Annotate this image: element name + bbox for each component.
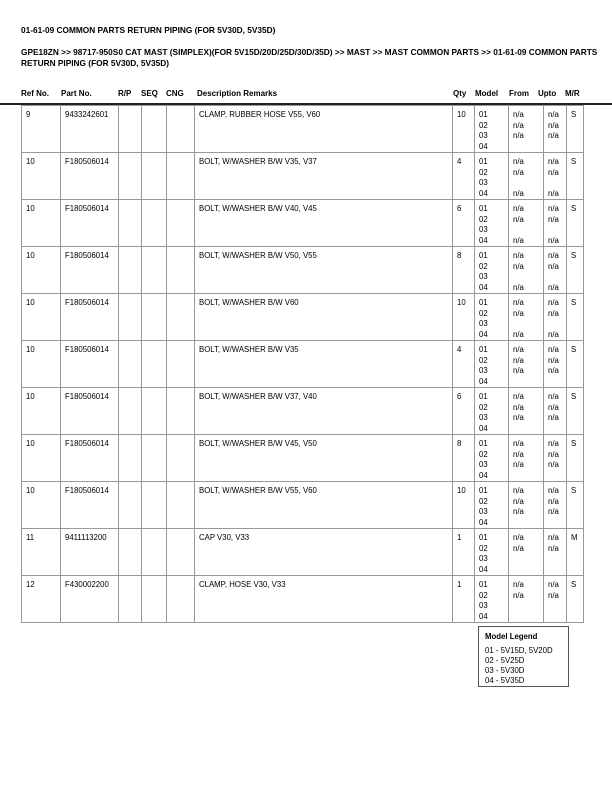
mr: S	[567, 482, 584, 529]
from-value: n/a	[513, 110, 524, 119]
table-row	[22, 200, 584, 247]
qty: 8	[453, 435, 475, 482]
upto-value: n/a	[548, 214, 559, 224]
description: BOLT, W/WASHER B/W V40, V45	[195, 200, 453, 247]
models-value: 01	[479, 439, 488, 448]
models-value: 03	[479, 178, 488, 187]
from-cell	[509, 341, 544, 388]
models-value: 03	[479, 601, 488, 610]
upto-value: n/a	[548, 439, 559, 448]
upto-value	[548, 601, 563, 612]
rp	[119, 200, 142, 247]
models-value: 01	[479, 345, 488, 354]
models-value: 03	[479, 366, 488, 375]
upto-value: n/a	[548, 235, 559, 245]
models-cell	[475, 388, 509, 435]
from-value: n/a	[513, 345, 524, 354]
mr: S	[567, 106, 584, 153]
models-value: 03	[479, 131, 488, 140]
models-value: 01	[479, 392, 488, 401]
rp	[119, 106, 142, 153]
legend-item: 04 - 5V35D	[485, 676, 525, 685]
ref-no: 9	[22, 106, 61, 153]
models-value: 03	[479, 507, 488, 516]
upto-value: n/a	[548, 590, 559, 600]
table-row	[22, 106, 584, 153]
part-no: F180506014	[61, 247, 119, 294]
upto-value: n/a	[548, 282, 559, 292]
upto-value: n/a	[548, 355, 559, 365]
from-value: n/a	[513, 486, 524, 495]
cng	[167, 435, 195, 482]
rp	[119, 153, 142, 200]
from-value: n/a	[513, 261, 524, 271]
from-cell	[509, 576, 544, 623]
from-value: n/a	[513, 157, 524, 166]
cng	[167, 576, 195, 623]
legend-title: Model Legend	[485, 632, 538, 641]
upto-value	[548, 272, 563, 283]
from-value: n/a	[513, 460, 524, 469]
models-value: 04	[479, 564, 488, 574]
models-value: 02	[479, 402, 488, 412]
models-value: 03	[479, 272, 488, 281]
table-row	[22, 247, 584, 294]
seq	[142, 200, 167, 247]
models-value: 04	[479, 235, 488, 245]
models-cell	[475, 106, 509, 153]
from-value: n/a	[513, 120, 524, 130]
from-value	[513, 272, 540, 283]
upto-value: n/a	[548, 449, 559, 459]
from-cell	[509, 388, 544, 435]
upto-cell	[544, 576, 567, 623]
description: BOLT, W/WASHER B/W V35, V37	[195, 153, 453, 200]
upto-value: n/a	[548, 413, 559, 422]
table-row	[22, 482, 584, 529]
ref-no: 10	[22, 294, 61, 341]
part-no: F180506014	[61, 153, 119, 200]
upto-value: n/a	[548, 543, 559, 553]
table-row	[22, 529, 584, 576]
cng	[167, 388, 195, 435]
models-value: 04	[479, 517, 488, 527]
upto-cell	[544, 435, 567, 482]
from-value: n/a	[513, 543, 524, 553]
models-value: 03	[479, 554, 488, 563]
upto-cell	[544, 482, 567, 529]
cng	[167, 247, 195, 294]
upto-value	[548, 377, 563, 388]
cng	[167, 482, 195, 529]
from-value: n/a	[513, 590, 524, 600]
upto-cell	[544, 247, 567, 294]
seq	[142, 247, 167, 294]
upto-value: n/a	[548, 131, 559, 140]
from-cell	[509, 247, 544, 294]
models-cell	[475, 482, 509, 529]
from-value: n/a	[513, 507, 524, 516]
mr: S	[567, 247, 584, 294]
cng	[167, 153, 195, 200]
upto-value	[548, 518, 563, 529]
ref-no: 10	[22, 482, 61, 529]
upto-cell	[544, 200, 567, 247]
from-cell	[509, 153, 544, 200]
seq	[142, 388, 167, 435]
legend-item: 03 - 5V30D	[485, 666, 525, 675]
upto-value: n/a	[548, 533, 559, 542]
column-header: Model	[475, 89, 499, 98]
models-value: 03	[479, 319, 488, 328]
cng	[167, 106, 195, 153]
models-value: 02	[479, 120, 488, 130]
from-value	[513, 612, 540, 623]
part-no: F180506014	[61, 388, 119, 435]
models-value: 04	[479, 376, 488, 386]
ref-no: 12	[22, 576, 61, 623]
description: BOLT, W/WASHER B/W V37, V40	[195, 388, 453, 435]
mr: S	[567, 435, 584, 482]
seq	[142, 341, 167, 388]
mr: S	[567, 294, 584, 341]
seq	[142, 482, 167, 529]
upto-value	[548, 225, 563, 236]
from-value: n/a	[513, 449, 524, 459]
models-value: 01	[479, 251, 488, 260]
upto-value	[548, 142, 563, 153]
models-value: 01	[479, 157, 488, 166]
rp	[119, 435, 142, 482]
from-cell	[509, 482, 544, 529]
models-value: 01	[479, 204, 488, 213]
from-value: n/a	[513, 131, 524, 140]
from-value: n/a	[513, 214, 524, 224]
models-value: 01	[479, 533, 488, 542]
from-value	[513, 142, 540, 153]
upto-cell	[544, 529, 567, 576]
column-header: From	[509, 89, 529, 98]
upto-value: n/a	[548, 580, 559, 589]
column-header: Part No.	[61, 89, 92, 98]
upto-value: n/a	[548, 157, 559, 166]
qty: 6	[453, 388, 475, 435]
from-value: n/a	[513, 204, 524, 213]
models-value: 02	[479, 214, 488, 224]
models-value: 04	[479, 282, 488, 292]
cng	[167, 341, 195, 388]
from-value: n/a	[513, 580, 524, 589]
description: CLAMP, HOSE V30, V33	[195, 576, 453, 623]
from-value: n/a	[513, 439, 524, 448]
from-value: n/a	[513, 366, 524, 375]
from-value	[513, 424, 540, 435]
rp	[119, 294, 142, 341]
upto-cell	[544, 153, 567, 200]
models-cell	[475, 576, 509, 623]
rp	[119, 388, 142, 435]
part-no: 9411113200	[61, 529, 119, 576]
description: BOLT, W/WASHER B/W V55, V60	[195, 482, 453, 529]
mr: S	[567, 341, 584, 388]
mr: S	[567, 153, 584, 200]
part-no: F180506014	[61, 435, 119, 482]
cng	[167, 200, 195, 247]
upto-value: n/a	[548, 402, 559, 412]
qty: 4	[453, 341, 475, 388]
upto-value	[548, 319, 563, 330]
mr: S	[567, 388, 584, 435]
description: BOLT, W/WASHER B/W V60	[195, 294, 453, 341]
table-row	[22, 153, 584, 200]
qty: 1	[453, 576, 475, 623]
models-value: 04	[479, 329, 488, 339]
qty: 10	[453, 482, 475, 529]
models-cell	[475, 153, 509, 200]
description: BOLT, W/WASHER B/W V35	[195, 341, 453, 388]
ref-no: 11	[22, 529, 61, 576]
upto-value	[548, 565, 563, 576]
qty: 8	[453, 247, 475, 294]
from-value: n/a	[513, 533, 524, 542]
seq	[142, 576, 167, 623]
part-no: F430002200	[61, 576, 119, 623]
description: CAP V30, V33	[195, 529, 453, 576]
mr: S	[567, 576, 584, 623]
table-row	[22, 388, 584, 435]
models-cell	[475, 247, 509, 294]
ref-no: 10	[22, 200, 61, 247]
from-value: n/a	[513, 188, 524, 198]
from-value: n/a	[513, 308, 524, 318]
upto-value	[548, 424, 563, 435]
models-cell	[475, 294, 509, 341]
rp	[119, 482, 142, 529]
from-value	[513, 319, 540, 330]
upto-cell	[544, 294, 567, 341]
mr: M	[567, 529, 584, 576]
from-value	[513, 565, 540, 576]
description: BOLT, W/WASHER B/W V50, V55	[195, 247, 453, 294]
from-value	[513, 518, 540, 529]
models-value: 04	[479, 141, 488, 151]
table-row	[22, 435, 584, 482]
models-cell	[475, 341, 509, 388]
from-value: n/a	[513, 235, 524, 245]
upto-value	[548, 471, 563, 482]
upto-value: n/a	[548, 251, 559, 260]
rp	[119, 529, 142, 576]
upto-value: n/a	[548, 188, 559, 198]
mr: S	[567, 200, 584, 247]
column-header: Qty	[453, 89, 467, 98]
models-value: 02	[479, 590, 488, 600]
upto-cell	[544, 388, 567, 435]
from-value	[513, 601, 540, 612]
upto-value: n/a	[548, 496, 559, 506]
qty: 10	[453, 294, 475, 341]
column-header: Upto	[538, 89, 557, 98]
from-value: n/a	[513, 329, 524, 339]
upto-value: n/a	[548, 204, 559, 213]
qty: 4	[453, 153, 475, 200]
upto-value: n/a	[548, 308, 559, 318]
models-value: 02	[479, 308, 488, 318]
upto-value: n/a	[548, 298, 559, 307]
models-value: 03	[479, 460, 488, 469]
part-no: F180506014	[61, 482, 119, 529]
ref-no: 10	[22, 247, 61, 294]
ref-no: 10	[22, 435, 61, 482]
upto-cell	[544, 341, 567, 388]
models-value: 04	[479, 188, 488, 198]
models-value: 01	[479, 298, 488, 307]
models-value: 02	[479, 167, 488, 177]
from-value: n/a	[513, 355, 524, 365]
from-value: n/a	[513, 402, 524, 412]
part-no: F180506014	[61, 294, 119, 341]
models-value: 01	[479, 580, 488, 589]
seq	[142, 294, 167, 341]
models-value: 04	[479, 470, 488, 480]
models-value: 03	[479, 413, 488, 422]
models-value: 02	[479, 449, 488, 459]
part-no: F180506014	[61, 341, 119, 388]
column-header: M/R	[565, 89, 580, 98]
from-cell	[509, 529, 544, 576]
from-cell	[509, 200, 544, 247]
models-cell	[475, 435, 509, 482]
column-header: Ref No.	[21, 89, 49, 98]
upto-value: n/a	[548, 507, 559, 516]
column-header: SEQ	[141, 89, 158, 98]
rp	[119, 247, 142, 294]
upto-value: n/a	[548, 167, 559, 177]
table-row	[22, 341, 584, 388]
from-value: n/a	[513, 167, 524, 177]
rp	[119, 341, 142, 388]
from-value	[513, 377, 540, 388]
models-cell	[475, 529, 509, 576]
models-value: 02	[479, 355, 488, 365]
part-no: 9433242601	[61, 106, 119, 153]
upto-cell	[544, 106, 567, 153]
models-value: 02	[479, 543, 488, 553]
qty: 6	[453, 200, 475, 247]
upto-value: n/a	[548, 486, 559, 495]
models-cell	[475, 200, 509, 247]
part-no: F180506014	[61, 200, 119, 247]
from-cell	[509, 435, 544, 482]
upto-value: n/a	[548, 261, 559, 271]
upto-value	[548, 554, 563, 565]
from-value: n/a	[513, 251, 524, 260]
from-value: n/a	[513, 496, 524, 506]
ref-no: 10	[22, 388, 61, 435]
from-value: n/a	[513, 282, 524, 292]
rp	[119, 576, 142, 623]
upto-value: n/a	[548, 120, 559, 130]
qty: 1	[453, 529, 475, 576]
model-legend	[478, 626, 569, 687]
ref-no: 10	[22, 341, 61, 388]
description: BOLT, W/WASHER B/W V45, V50	[195, 435, 453, 482]
column-header: CNG	[166, 89, 184, 98]
models-value: 02	[479, 496, 488, 506]
models-value: 01	[479, 486, 488, 495]
from-value: n/a	[513, 413, 524, 422]
seq	[142, 153, 167, 200]
upto-value: n/a	[548, 460, 559, 469]
from-value	[513, 178, 540, 189]
upto-value	[548, 612, 563, 623]
table-row	[22, 576, 584, 623]
column-header: R/P	[118, 89, 132, 98]
from-value	[513, 554, 540, 565]
models-value: 03	[479, 225, 488, 234]
from-value	[513, 225, 540, 236]
upto-value	[548, 178, 563, 189]
from-value: n/a	[513, 298, 524, 307]
qty: 10	[453, 106, 475, 153]
upto-value: n/a	[548, 329, 559, 339]
cng	[167, 529, 195, 576]
seq	[142, 106, 167, 153]
upto-value: n/a	[548, 392, 559, 401]
cng	[167, 294, 195, 341]
seq	[142, 529, 167, 576]
column-header: Description Remarks	[197, 89, 278, 98]
from-value	[513, 471, 540, 482]
upto-value: n/a	[548, 345, 559, 354]
ref-no: 10	[22, 153, 61, 200]
parts-table	[21, 105, 584, 623]
upto-value: n/a	[548, 366, 559, 375]
breadcrumb: GPE18ZN >> 98717-950S0 CAT MAST (SIMPLEX)(FOR 5V15D/20D/25D/30D/35D) >> MAST >> MAST COMMON PARTS >> 01-61-09 COMMON PARTS RETURN PIPING (FOR 5V30D, 5V35D)	[21, 47, 598, 68]
models-value: 04	[479, 423, 488, 433]
models-value: 01	[479, 110, 488, 119]
page-title: 01-61-09 COMMON PARTS RETURN PIPING (FOR 5V30D, 5V35D)	[21, 25, 276, 35]
seq	[142, 435, 167, 482]
legend-item: 01 - 5V15D, 5V20D	[485, 646, 553, 655]
from-cell	[509, 294, 544, 341]
upto-value: n/a	[548, 110, 559, 119]
models-value: 04	[479, 611, 488, 621]
models-value: 02	[479, 261, 488, 271]
description: CLAMP, RUBBER HOSE V55, V60	[195, 106, 453, 153]
from-value: n/a	[513, 392, 524, 401]
from-cell	[509, 106, 544, 153]
legend-item: 02 - 5V25D	[485, 656, 525, 665]
table-row	[22, 294, 584, 341]
